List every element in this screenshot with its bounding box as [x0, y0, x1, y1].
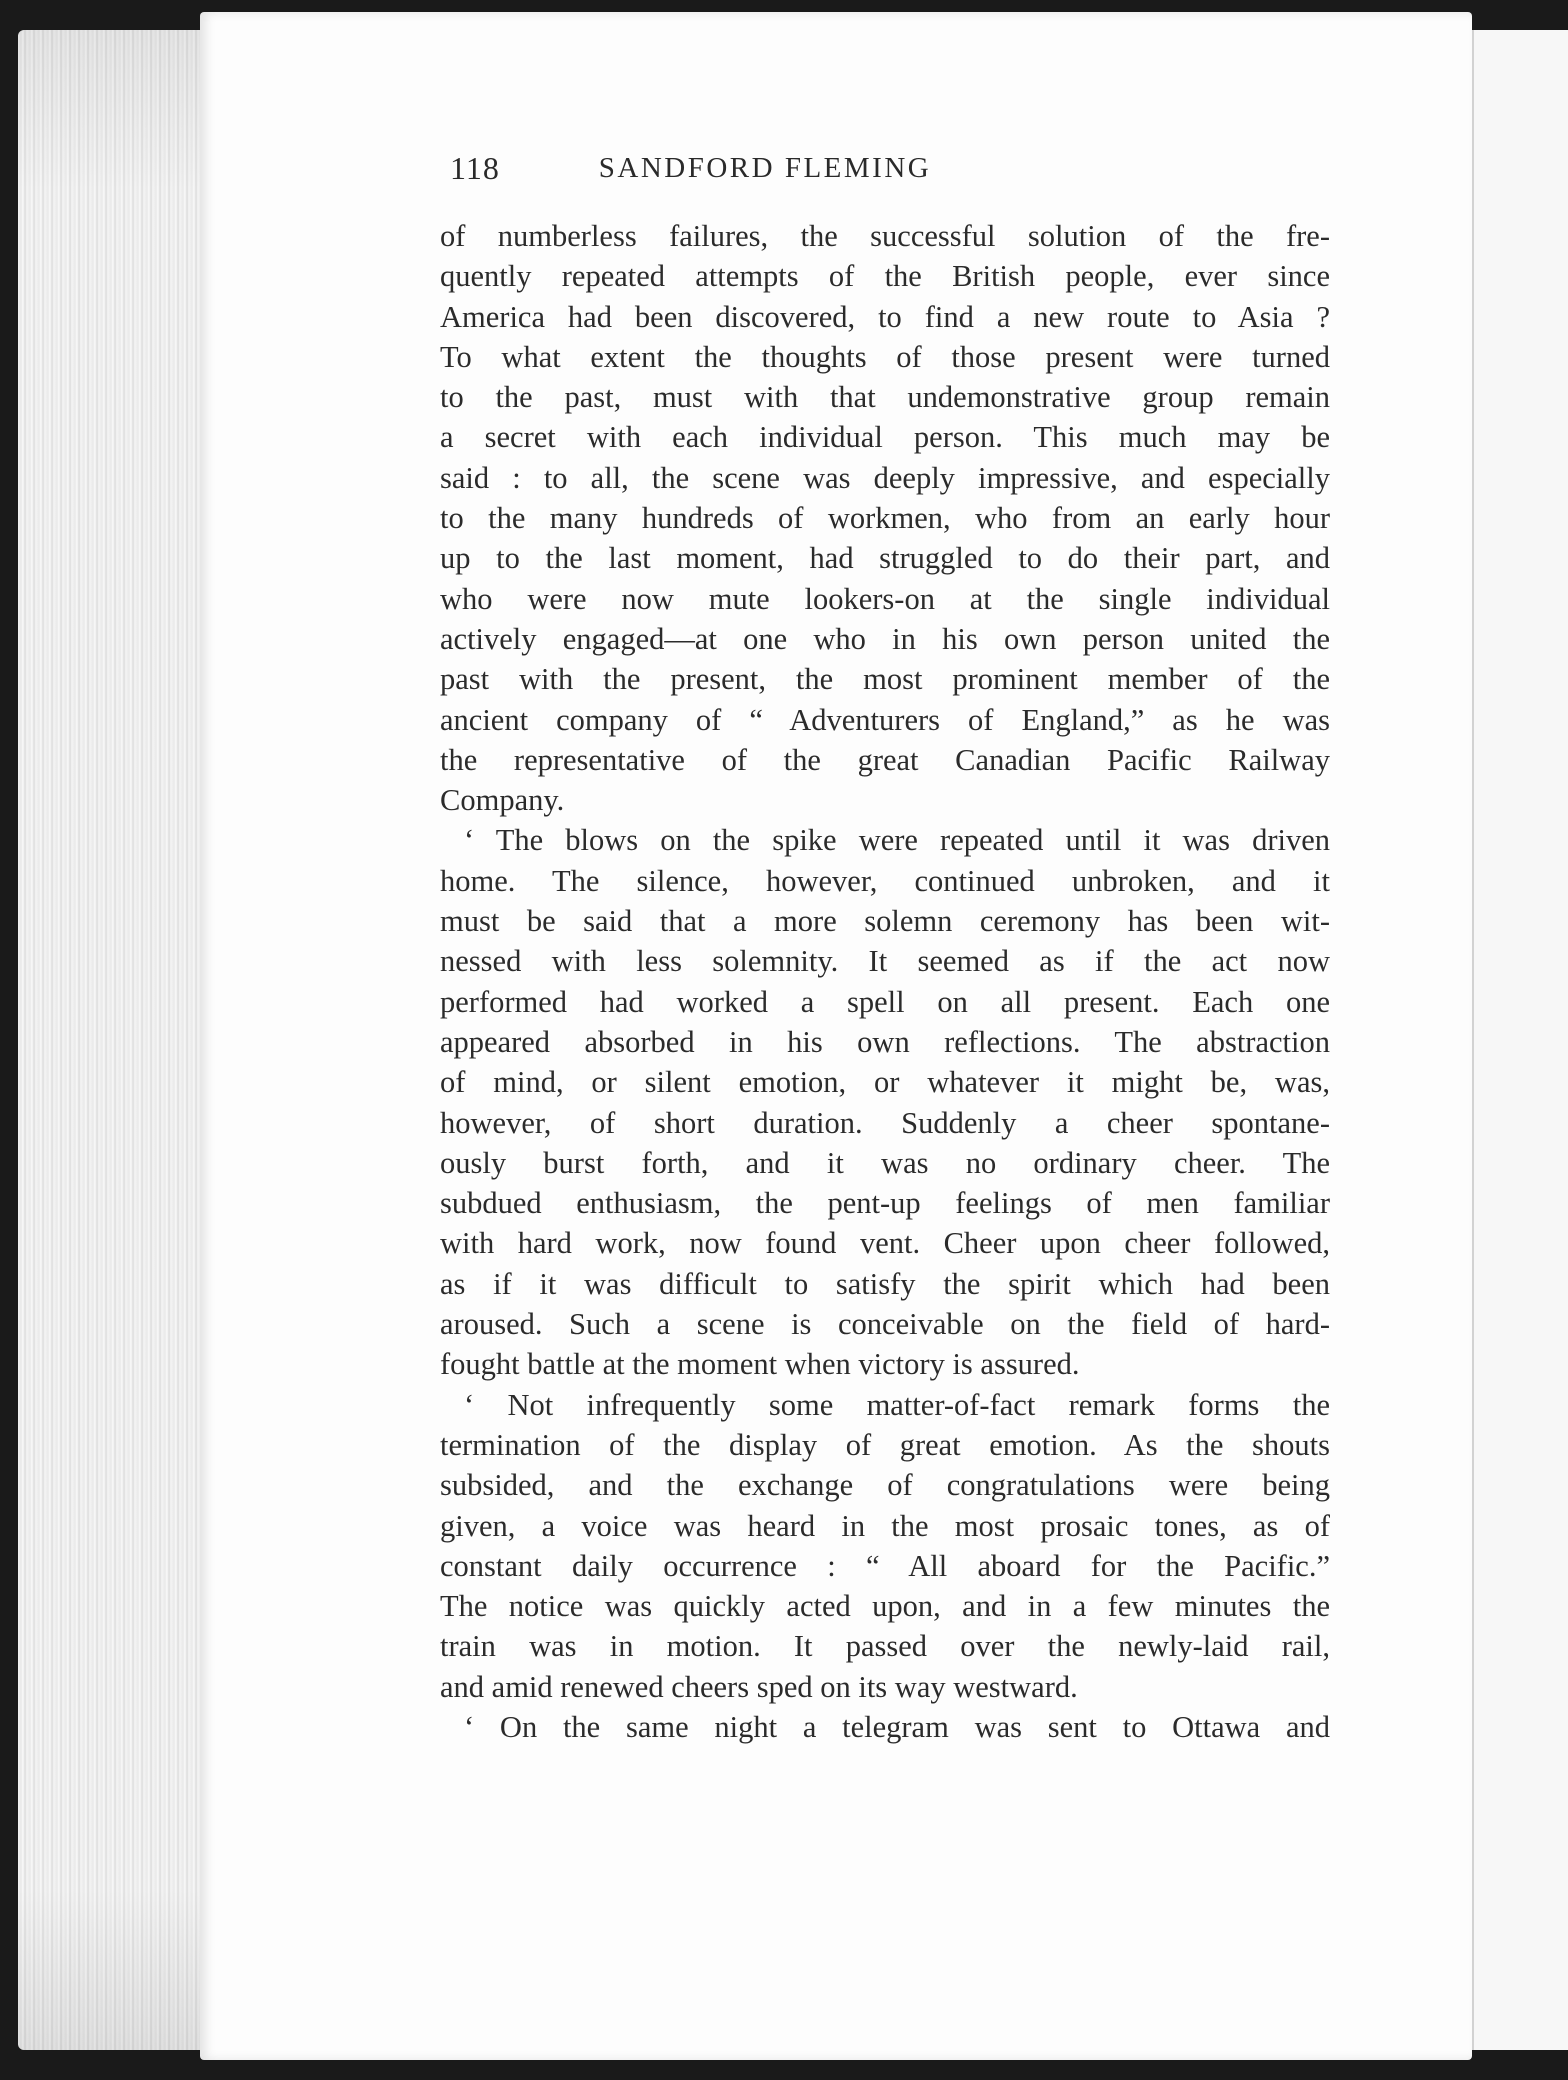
text-line: however, of short duration. Suddenly a cheer spontane-	[440, 1105, 1330, 1140]
text-line: must be said that a more solemn ceremony has been wit-	[440, 904, 1330, 939]
text-line: and amid renewed cheers sped on its way westward.	[440, 1669, 1078, 1704]
text-line: home. The silence, however, continued unbroken, and it	[440, 863, 1330, 898]
text-line: to the past, must with that undemonstrative group remain	[440, 380, 1330, 415]
text-line: train was in motion. It passed over the newly-laid rail,	[440, 1629, 1330, 1664]
page-number: 118	[450, 150, 500, 186]
text-line: aroused. Such a scene is conceivable on the field of hard-	[440, 1307, 1330, 1342]
text-line: ancient company of “ Adventurers of England,” as he was	[440, 702, 1330, 737]
text-line: up to the last moment, had struggled to do their part, and	[440, 541, 1330, 576]
running-head: SANDFORD FLEMING	[598, 152, 932, 184]
paragraph-start-line: ‘ The blows on the spike were repeated until it was driven	[464, 823, 1330, 858]
text-line: appeared absorbed in his own reflections. The abstraction	[440, 1024, 1330, 1059]
text-line: Company.	[440, 783, 565, 818]
text-line: to the many hundreds of workmen, who from an early hour	[440, 501, 1330, 536]
text-line: quently repeated attempts of the British people, ever since	[440, 259, 1330, 294]
text-line: who were now mute lookers-on at the single individual	[440, 581, 1330, 616]
paragraph-start-line: ‘ On the same night a telegram was sent to Ottawa and	[464, 1709, 1330, 1744]
page-edges	[18, 30, 208, 2050]
text-line: subsided, and the exchange of congratulations were being	[440, 1468, 1330, 1503]
text-line: nessed with less solemnity. It seemed as if the act now	[440, 944, 1330, 979]
text-line: as if it was difficult to satisfy the spirit which had been	[440, 1266, 1330, 1301]
text-line: America had been discovered, to find a new route to Asia ?	[440, 299, 1330, 334]
body-text	[440, 216, 1330, 1747]
text-line: past with the present, the most prominent member of the	[440, 662, 1330, 697]
text-line: actively engaged—at one who in his own person united the	[440, 621, 1330, 656]
text-line: of mind, or silent emotion, or whatever it might be, was,	[440, 1065, 1330, 1100]
facing-page-edge	[1472, 30, 1568, 2050]
text-line: The notice was quickly acted upon, and in a few minutes the	[440, 1589, 1330, 1624]
text-line: the representative of the great Canadian Pacific Railway	[440, 742, 1330, 777]
text-line: with hard work, now found vent. Cheer upon cheer followed,	[440, 1226, 1330, 1261]
page-header	[450, 150, 1080, 200]
text-line: constant daily occurrence : “ All aboard for the Pacific.”	[440, 1548, 1330, 1583]
text-line: To what extent the thoughts of those present were turned	[440, 339, 1330, 374]
text-line: ously burst forth, and it was no ordinary cheer. The	[440, 1145, 1330, 1180]
text-line: termination of the display of great emotion. As the shouts	[440, 1427, 1330, 1462]
text-line: of numberless failures, the successful solution of the fre-	[440, 219, 1330, 253]
text-line: performed had worked a spell on all present. Each one	[440, 984, 1330, 1019]
text-line: fought battle at the moment when victory is assured.	[440, 1347, 1080, 1382]
text-line: said : to all, the scene was deeply impressive, and especially	[440, 460, 1330, 495]
paragraph-start-line: ‘ Not infrequently some matter-of-fact remark forms the	[464, 1387, 1330, 1422]
text-line: subdued enthusiasm, the pent-up feelings of men familiar	[440, 1186, 1330, 1221]
text-line: given, a voice was heard in the most prosaic tones, as of	[440, 1508, 1330, 1543]
text-line: a secret with each individual person. This much may be	[440, 420, 1330, 455]
